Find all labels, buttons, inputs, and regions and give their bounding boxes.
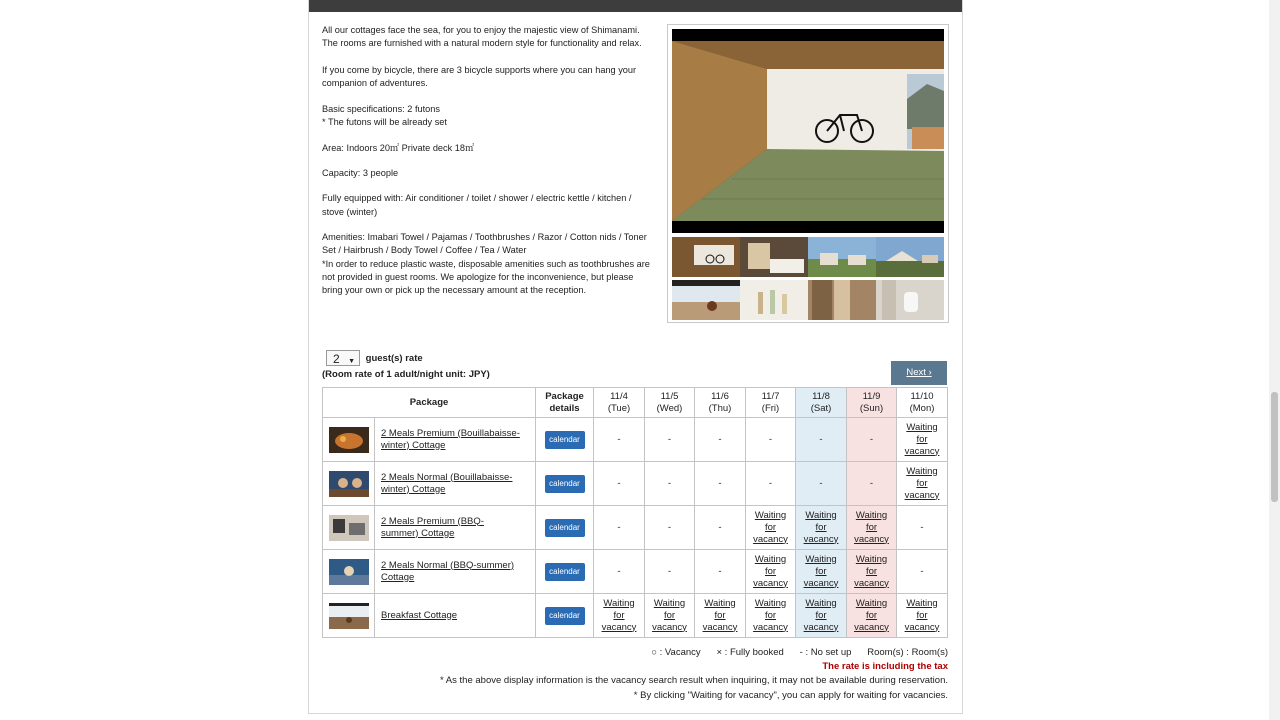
rate-cell-waiting[interactable] xyxy=(746,594,796,638)
package-thumbnail[interactable] xyxy=(329,471,369,497)
rate-cell-not-set: - xyxy=(645,462,695,506)
rate-cell-not-set: - xyxy=(695,506,746,550)
header-date-saturday: 11/8 (Sat) xyxy=(796,388,847,418)
rate-cell-waiting[interactable] xyxy=(897,594,948,638)
rate-table-header xyxy=(323,388,948,418)
waiting-for-vacancy-link[interactable]: Waiting for vacancy xyxy=(904,597,940,633)
gallery-thumb-2[interactable] xyxy=(740,237,808,277)
rate-cell-not-set: - xyxy=(594,462,645,506)
calendar-button[interactable]: calendar xyxy=(545,475,585,493)
rate-cell-not-set: - xyxy=(695,418,746,462)
desc-amenities: Amenities: Imabari Towel / Pajamas / Toothbrushes / Razor / Cotton nids / Toner Set / Hairbrush / Body Towel / Coffee / Tea / Water xyxy=(322,231,647,256)
package-thumbnail[interactable] xyxy=(329,427,369,453)
rate-cell-waiting[interactable] xyxy=(796,506,847,550)
desc-area: Area: Indoors 20㎡ Private deck 18㎡ xyxy=(322,142,475,153)
desc-equipped: Fully equipped with: Air conditioner / toilet / shower / electric kettle / kitchen / stove (winter) xyxy=(322,193,632,217)
table-row xyxy=(323,550,948,594)
waiting-for-vacancy-link[interactable]: Waiting for vacancy xyxy=(753,597,788,633)
rate-cell-not-set: - xyxy=(897,550,948,594)
desc-amenities-note: *In order to reduce plastic waste, disposable amenities such as toothbrushes are not provided in guest rooms. We apologize for the inconvenience, but please bring your own or pick up the necessary amount at the reception. xyxy=(322,258,650,296)
calendar-button[interactable]: calendar xyxy=(545,431,585,449)
package-thumbnail[interactable] xyxy=(329,559,369,585)
rate-cell-waiting[interactable] xyxy=(847,506,897,550)
desc-bicycle: If you come by bicycle, there are 3 bicycle supports where you can hang your companion of adventures. xyxy=(322,64,637,88)
guest-count-select[interactable] xyxy=(326,350,360,366)
calendar-button[interactable]: calendar xyxy=(545,563,585,581)
rate-cell-not-set: - xyxy=(847,462,897,506)
package-details-cell xyxy=(536,594,594,638)
package-thumbnail-cell xyxy=(323,462,375,506)
rate-cell-not-set: - xyxy=(645,418,695,462)
waiting-for-vacancy-link[interactable]: Waiting for vacancy xyxy=(803,597,839,633)
package-thumbnail[interactable] xyxy=(329,515,369,541)
rate-cell-waiting[interactable] xyxy=(746,550,796,594)
rate-cell-not-set: - xyxy=(796,462,847,506)
package-details-cell xyxy=(536,418,594,462)
rate-cell-not-set: - xyxy=(746,462,796,506)
rate-cell-waiting[interactable] xyxy=(796,594,847,638)
gallery-thumb-4[interactable] xyxy=(876,237,944,277)
rate-cell-waiting[interactable] xyxy=(645,594,695,638)
package-name-link[interactable]: 2 Meals Premium (Bouillabaisse-winter) Cottage xyxy=(375,418,536,462)
rate-cell-not-set: - xyxy=(847,418,897,462)
package-details-cell xyxy=(536,550,594,594)
rate-cell-waiting[interactable] xyxy=(594,594,645,638)
header-date: 11/5 (Wed) xyxy=(645,388,695,418)
availability-note: * As the above display information is the vacancy search result when inquiring, it may not be available during reservation. xyxy=(440,675,948,687)
header-date: 11/4 (Tue) xyxy=(594,388,645,418)
package-thumbnail-cell xyxy=(323,594,375,638)
table-row xyxy=(323,594,948,638)
rate-cell-waiting[interactable] xyxy=(897,462,948,506)
waiting-for-vacancy-link[interactable]: Waiting for vacancy xyxy=(753,509,788,545)
desc-capacity: Capacity: 3 people xyxy=(322,168,399,179)
page-scrollbar[interactable] xyxy=(1269,0,1280,720)
package-thumbnail-cell xyxy=(323,550,375,594)
calendar-button[interactable]: calendar xyxy=(545,607,585,625)
waiting-for-vacancy-link[interactable]: Waiting for vacancy xyxy=(803,509,839,545)
header-package-details: Package details xyxy=(536,388,594,418)
specs-line2: * The futons will be already set xyxy=(322,117,447,128)
waiting-for-vacancy-link[interactable]: Waiting for vacancy xyxy=(854,553,889,589)
room-description xyxy=(322,24,652,297)
rate-cell-not-set: - xyxy=(594,418,645,462)
waiting-for-vacancy-link[interactable]: Waiting for vacancy xyxy=(904,421,940,457)
tax-note: The rate is including the tax xyxy=(822,661,948,673)
gallery-thumb-6[interactable] xyxy=(740,280,808,320)
header-date: 11/7 (Fri) xyxy=(746,388,796,418)
table-row xyxy=(323,418,948,462)
rate-cell-waiting[interactable] xyxy=(847,594,897,638)
guest-count-value: 2 xyxy=(333,352,340,366)
header-package: Package xyxy=(323,388,536,418)
rate-cell-waiting[interactable] xyxy=(897,418,948,462)
photo-gallery xyxy=(667,24,949,323)
header-date: 11/6 (Thu) xyxy=(695,388,746,418)
main-room-photo xyxy=(672,29,944,233)
rate-cell-not-set: - xyxy=(594,506,645,550)
gallery-thumb-3[interactable] xyxy=(808,237,876,277)
header-date-sunday: 11/9 (Sun) xyxy=(847,388,897,418)
package-thumbnail-cell xyxy=(323,506,375,550)
gallery-thumb-8[interactable] xyxy=(876,280,944,320)
package-name-link[interactable]: Breakfast Cottage xyxy=(375,594,536,638)
rate-cell-waiting[interactable] xyxy=(847,550,897,594)
package-details-cell xyxy=(536,506,594,550)
waiting-for-vacancy-link[interactable]: Waiting for vacancy xyxy=(702,597,738,633)
waiting-for-vacancy-link[interactable]: Waiting for vacancy xyxy=(854,597,889,633)
waiting-for-vacancy-link[interactable]: Waiting for vacancy xyxy=(753,553,788,589)
package-name-link[interactable]: 2 Meals Normal (BBQ-summer) Cottage xyxy=(375,550,536,594)
table-row xyxy=(323,506,948,550)
package-thumbnail[interactable] xyxy=(329,603,369,629)
table-row xyxy=(323,462,948,506)
section-header-bar xyxy=(309,0,962,12)
rate-cell-waiting[interactable] xyxy=(796,550,847,594)
waiting-for-vacancy-link[interactable]: Waiting for vacancy xyxy=(904,465,940,501)
next-week-button[interactable]: Next › xyxy=(891,361,947,385)
package-details-cell xyxy=(536,462,594,506)
guest-rate-selector xyxy=(326,350,423,366)
waiting-for-vacancy-link[interactable]: Waiting for vacancy xyxy=(854,509,889,545)
calendar-button[interactable]: calendar xyxy=(545,519,585,537)
rate-cell-not-set: - xyxy=(695,462,746,506)
specs-line1: Basic specifications: 2 futons xyxy=(322,104,440,115)
room-detail-panel xyxy=(308,0,963,714)
package-thumbnail-cell xyxy=(323,418,375,462)
rate-cell-not-set: - xyxy=(594,550,645,594)
rate-cell-waiting[interactable] xyxy=(746,506,796,550)
package-name-link[interactable]: 2 Meals Premium (BBQ-summer) Cottage xyxy=(375,506,536,550)
gallery-thumb-5[interactable] xyxy=(672,280,740,320)
guest-rate-label: guest(s) rate xyxy=(365,352,423,364)
rate-cell-not-set: - xyxy=(897,506,948,550)
waiting-for-vacancy-link[interactable]: Waiting for vacancy xyxy=(601,597,637,633)
rate-unit-note: (Room rate of 1 adult/night unit: JPY) xyxy=(322,369,490,380)
waiting-for-vacancy-link[interactable]: Waiting for vacancy xyxy=(652,597,687,633)
desc-intro: All our cottages face the sea, for you to enjoy the majestic view of Shimanami. The rooms are furnished with a natural modern style for functionality and relax. xyxy=(322,25,642,49)
chevron-down-icon: ▼ xyxy=(348,358,355,365)
rate-cell-not-set: - xyxy=(645,506,695,550)
rate-cell-not-set: - xyxy=(746,418,796,462)
waiting-for-vacancy-link[interactable]: Waiting for vacancy xyxy=(803,553,839,589)
desc-specs xyxy=(322,103,652,130)
scrollbar-thumb[interactable] xyxy=(1271,392,1278,502)
rate-cell-not-set: - xyxy=(796,418,847,462)
legend-symbols: ○ : Vacancy × : Fully booked - : No set up Room(s) : Room(s) xyxy=(651,647,948,658)
gallery-thumb-7[interactable] xyxy=(808,280,876,320)
package-name-link[interactable]: 2 Meals Normal (Bouillabaisse-winter) Cottage xyxy=(375,462,536,506)
rate-legend xyxy=(440,646,948,703)
rate-cell-waiting[interactable] xyxy=(695,594,746,638)
gallery-thumb-1[interactable] xyxy=(672,237,740,277)
header-date: 11/10 (Mon) xyxy=(897,388,948,418)
rate-table xyxy=(322,387,948,638)
rate-cell-not-set: - xyxy=(645,550,695,594)
waiting-note: * By clicking "Waiting for vacancy", you can apply for waiting for vacancies. xyxy=(633,689,948,701)
rate-cell-not-set: - xyxy=(695,550,746,594)
